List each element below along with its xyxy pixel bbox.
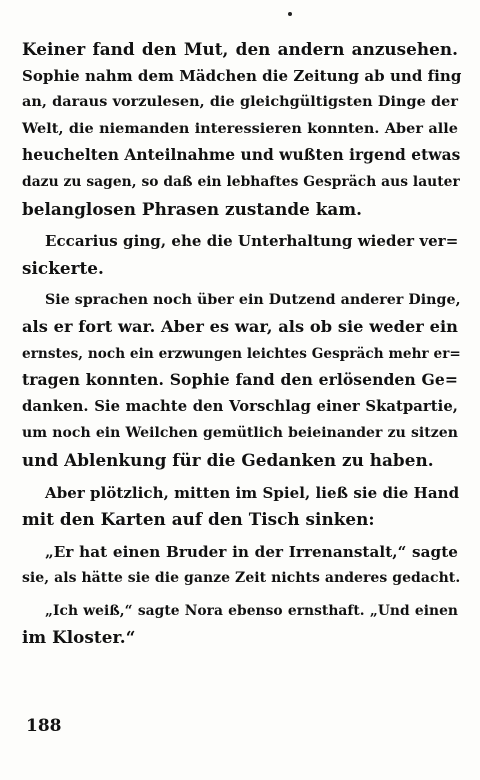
text-line: ernstes, noch ein erzwungen leichtes Gespräch mehr er= — [22, 345, 461, 362]
text-line: Aber plötzlich, mitten im Spiel, ließ sie die Hand — [45, 483, 460, 502]
text-line: Sophie nahm dem Mädchen die Zeitung ab und fing — [22, 66, 462, 85]
printer-mark — [288, 12, 292, 16]
paragraph-1 — [22, 36, 462, 222]
text-line: und Ablenkung für die Gedanken zu haben. — [22, 449, 434, 470]
text-line: danken. Sie machte den Vorschlag einer Skatpartie, — [22, 397, 458, 415]
text-line: im Kloster.“ — [22, 627, 136, 648]
paragraph-5 — [22, 539, 461, 592]
text-line: „Er hat einen Bruder in der Irrenanstalt,“ sagte — [45, 542, 458, 561]
text-line: Keiner fand den Mut, den andern anzusehen. — [22, 39, 458, 59]
text-line: sickerte. — [22, 257, 104, 278]
text-line: Eccarius ging, ehe die Unterhaltung wieder ver= — [45, 232, 459, 251]
text-line: „Ich weiß,“ sagte Nora ebenso ernsthaft. „Und einen — [45, 602, 458, 619]
text-line: an, daraus vorzulesen, die gleichgültigsten Dinge der — [22, 93, 458, 111]
body-text — [22, 36, 462, 657]
text-line: um noch ein Weilchen gemütlich beieinander zu sitzen — [22, 425, 458, 442]
text-line: Welt, die niemanden interessieren konnten. Aber alle — [22, 119, 458, 137]
text-line: tragen konnten. Sophie fand den erlösenden Ge= — [22, 370, 458, 390]
paragraph-6 — [22, 598, 458, 651]
page-number: 188 — [26, 716, 62, 736]
text-line: mit den Karten auf den Tisch sinken: — [22, 509, 375, 530]
paragraph-4 — [22, 480, 458, 533]
text-line: als er fort war. Aber es war, als ob sie weder ein — [22, 316, 458, 336]
paragraph-2 — [22, 228, 458, 281]
text-line: belanglosen Phrasen zustande kam. — [22, 198, 363, 219]
text-line: Sie sprachen noch über ein Dutzend anderer Dinge, — [45, 292, 461, 309]
paragraph-3 — [22, 287, 461, 473]
text-line: dazu zu sagen, so daß ein lebhaftes Gespräch aus lauter — [22, 173, 460, 190]
text-line: sie, als hätte sie die ganze Zeit nichts anderes gedacht. — [22, 570, 461, 587]
text-line: heuchelten Anteilnahme und wußten irgend etwas — [22, 146, 461, 165]
